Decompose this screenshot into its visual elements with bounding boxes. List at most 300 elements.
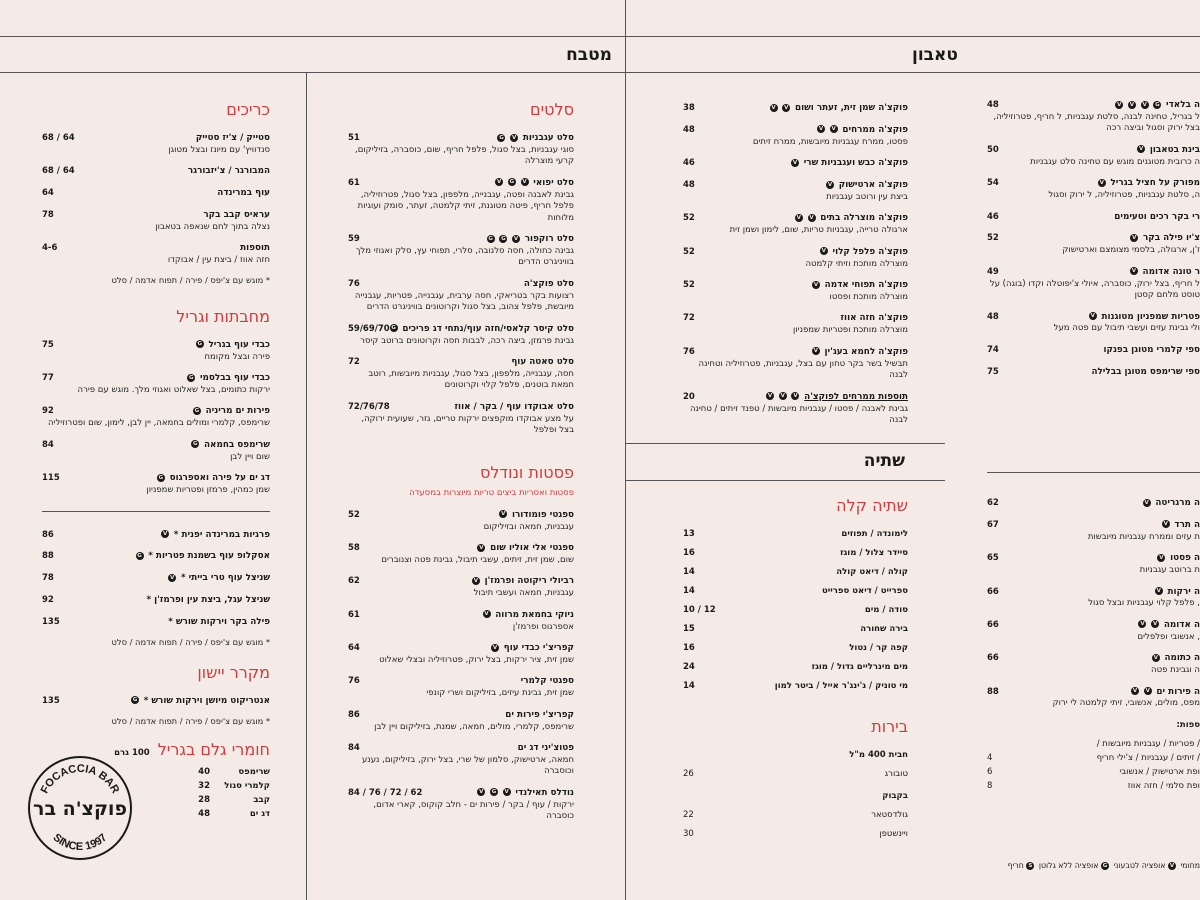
item-price: 8 (987, 780, 993, 791)
item-name: ספגטי קלמרי (520, 676, 574, 687)
item-name: מי טוניק / ג'ינג'ר אייל / ביטר למון (774, 681, 908, 691)
gluten-free-icon: G (499, 134, 504, 141)
vegan-icon: V (522, 179, 527, 186)
vegan-icon: V (796, 214, 801, 221)
item-description: ת ברוטב עגבניות (1139, 565, 1200, 576)
col-pizza-right (987, 498, 1200, 795)
item-price: 88 (987, 686, 999, 697)
smoked-list (42, 696, 270, 708)
item-price: 38 (683, 103, 695, 113)
item-name: תוספות (240, 243, 270, 254)
item-price: 16 (683, 643, 695, 653)
item-name: ופת ארטישוק / אנשובי (1119, 766, 1200, 777)
vegan-icon: V (1132, 234, 1137, 241)
item-description: ל חריף, בצל ירוק, כוסברה, איולי צ'יפוטלה וקדו (בוגה) על טוסט מלחם קסטן (989, 278, 1200, 301)
vegan-icon: V (767, 393, 773, 400)
sandwiches-title: כריכים (226, 100, 270, 119)
item-name: פוקצ'ה שמן זית, זעתר ושום (794, 103, 908, 113)
item-description: נצלה בתוך לחם שנאפה בטאבון (155, 221, 270, 232)
item-name: פוקצ'ה כבש ועגבניות שרי (803, 158, 908, 169)
item-price: 66 (987, 653, 999, 664)
vegan-icon: V (1129, 101, 1135, 108)
vegan-icon: V (497, 179, 502, 186)
item-name: / פטריות / עגבניות מיובשות / (1096, 738, 1200, 749)
list-item (683, 810, 908, 820)
item-price: 64 (42, 188, 54, 199)
legend-extra: מחומי (1180, 861, 1200, 870)
menu-item (42, 406, 270, 429)
menu-item (42, 573, 270, 585)
item-price: 52 (683, 213, 695, 224)
item-name: סלט קיסר קלאסי/חזה עוף/נתחי דג פריכים (402, 323, 574, 334)
col-tabun-center (683, 103, 908, 436)
menu-item (348, 402, 574, 437)
vegan-icon: V (780, 393, 785, 400)
menu-item (683, 347, 908, 382)
item-description: ז'ן, ארגולה, בלסמי מצומצם וארטישוק (1062, 245, 1200, 256)
vegan-icon: V (1142, 101, 1147, 108)
item-price: 50 (987, 144, 999, 155)
menu-item (348, 357, 574, 392)
draft-title: חבית 400 מ"ל (849, 750, 908, 760)
item-name: בירה שחורה (860, 624, 908, 634)
menu-item (987, 178, 1200, 201)
item-price: 48 (683, 180, 695, 191)
item-name: טובורג (884, 769, 908, 779)
item-price: 61 (348, 177, 360, 188)
vegan-icon: V (784, 104, 789, 111)
item-name: כבדי עוף בבלסמי (199, 373, 270, 384)
item-description: ארגולה טרייה, עגבניות טריות, שום, לימון ושמן זית (729, 225, 908, 236)
pizza-far-list (987, 498, 1200, 710)
far-divider (987, 472, 1200, 473)
item-price: 115 (42, 473, 60, 484)
item-description: ה כרובית מטוגנים מוגש עם טחינה סלט עגבניות (1030, 156, 1200, 167)
item-name: סלט יפואי (533, 177, 574, 188)
item-description: שום ויין לבן (230, 451, 270, 462)
vegan-icon: V (1090, 313, 1095, 320)
list-item (683, 567, 908, 577)
item-price: 48 (987, 100, 999, 110)
item-name: פוקצ'ה ארטישוק (838, 180, 908, 191)
item-name: פוקצ'ה תפוחי אדמה (824, 280, 908, 291)
menu-item (683, 313, 908, 336)
smoked-title: מקרר יישון (197, 662, 270, 682)
gluten-free-icon: G (188, 374, 194, 381)
item-name: רביולי ריקוטה ופרמז'ן (484, 576, 574, 587)
item-price: 92 (42, 406, 54, 417)
item-price: 24 (683, 662, 695, 672)
item-description: מפס, מולים, אנשובי, זיתי קלמטה לי ירוק (1052, 698, 1200, 709)
item-description: גבינת לאבנה / פסטו / עגבניות מיובשות / טפנד זיתים / טחינה לבנה (689, 403, 908, 425)
item-name: קבב (253, 794, 270, 805)
item-price: 52 (348, 509, 360, 520)
item-price: 135 (42, 617, 60, 627)
list-item (683, 662, 908, 672)
item-price: 66 (987, 586, 999, 597)
item-name: אנטריקוט מיושן וירקות שורש * (143, 695, 270, 706)
sandwiches-note: * מוגש עם צ'יפס / פירה / תפוח אדמה / סלט (111, 274, 270, 285)
menu-item (348, 610, 574, 633)
item-name: שניצל עגל, ביצת עין ופרמז'ן * (146, 595, 270, 606)
menu-item (683, 247, 908, 270)
menu-item (683, 213, 908, 236)
item-price: 20 (683, 391, 695, 402)
menu-item (987, 553, 1200, 576)
menu-item (348, 543, 574, 566)
item-name: ויינשטפן (879, 829, 908, 839)
menu-item (683, 280, 908, 303)
item-description: ירקות כתומים, בצל שאלוט ואגוזי מלך. מוגש עם פירה (77, 385, 270, 395)
menu-item (42, 340, 270, 363)
item-description: גבינה כחולה, חסה סלנובה, סלרי, תפוחי עץ, סלק ואגוזי מלך בוויניגרט הדרים (355, 245, 574, 268)
item-name: ה מרגריטה (1155, 498, 1200, 508)
pizza-additions-title: ספות: (1176, 719, 1200, 730)
item-name: ה ירקות (1167, 586, 1200, 597)
item-name: בינת בטאבון (1149, 144, 1200, 155)
gluten-free-icon: G (197, 341, 202, 348)
menu-item (42, 530, 270, 542)
kitchen-header: מטבח (566, 45, 612, 65)
mains-note: * מוגש עם צ'יפס / פירה / תפוח אדמה / סלט (111, 636, 270, 647)
gluten-free-icon: G (509, 179, 515, 186)
legend-gf: אופציה ללא גלוטן (1038, 861, 1099, 870)
gluten-free-icon: G (488, 235, 493, 242)
vegan-icon: V (1117, 101, 1122, 108)
item-price: 66 (987, 619, 999, 630)
beers-title: בירות (871, 717, 908, 736)
vegan-icon: V (1131, 268, 1136, 275)
item-price: 76 (683, 346, 695, 357)
vegan-icon: V (793, 393, 798, 400)
item-description: ת עזים וממרח עגבניות מיובשות (1087, 531, 1200, 542)
item-name: פוקצ'ה חזה אווז (840, 313, 908, 324)
menu-item (42, 166, 270, 178)
item-name: ספי שרימפס מטוגן בבלילה (1091, 366, 1200, 377)
item-price: 4 (987, 752, 993, 763)
item-price: 15 (683, 624, 695, 634)
item-name: אסקלופ עוף בשמנת פטריות * (148, 551, 270, 562)
vegan-icon: V (1153, 621, 1158, 628)
item-price: 78 (42, 573, 54, 584)
item-description: , אנשובי ופלפלים (1137, 631, 1200, 642)
menu-item (42, 696, 270, 708)
item-price: 58 (348, 543, 360, 554)
svg-text:FOCACCIA BAR: FOCACCIA BAR (38, 762, 122, 796)
item-price: 46 (987, 211, 999, 222)
item-name: פטריות שמפניון מטוגנות (1101, 311, 1200, 322)
menu-item (348, 510, 574, 533)
vegan-icon: V (1138, 146, 1144, 153)
item-name: תוספות ממרחים לפוקצ'ה (804, 391, 908, 402)
item-name: ניוקי בחמאת מרווה (495, 609, 574, 620)
item-price: 28 (198, 794, 210, 805)
list-item (683, 681, 908, 691)
legend-vegan-icon: V (1169, 863, 1175, 869)
item-name: נודלס תאילנדי (515, 787, 574, 798)
item-price: 86 (42, 529, 54, 540)
item-description: ל בגריל, טחינה לבנה, סלטת עגבניות, ל חריף, פטרוזיליה, בצל ירוק וסגול וביצה רכה (993, 111, 1200, 134)
legend-vegan: אופציה לטבעוני (1113, 861, 1166, 870)
logo-badge-icon (26, 754, 134, 862)
menu-item (348, 788, 574, 823)
menu-item (42, 243, 270, 266)
item-price: 48 (683, 124, 695, 135)
item-price: 52 (683, 280, 695, 291)
menu-item (348, 643, 574, 666)
item-price: 88 (42, 551, 54, 562)
item-description: עגבניות, חמאה ועשבי תיבול (473, 588, 574, 599)
menu-item (987, 498, 1200, 510)
vegan-icon: V (771, 104, 776, 111)
item-name: ה תרד (1174, 519, 1200, 530)
menu-item (42, 551, 270, 563)
item-description: תבשיל בשר בקר טחון עם בצל, עגבניות, פטרוזיליה וטחינה לבנה (698, 358, 908, 381)
item-description: גבינת פרמזן, ביצה רכה, לבבות חסה וקרוטונים ברוטב קיסר (360, 335, 574, 346)
item-name: סיידר צלול / מוגז (840, 548, 908, 558)
focaccia-list (683, 103, 908, 426)
menu-item (987, 212, 1200, 224)
item-description: מוצרלה מותכת ופטריות שמפניון (793, 325, 908, 336)
item-name: סלט עגבניות (522, 133, 574, 143)
menu-item (987, 345, 1200, 357)
item-name: עראיס קבב בקר (203, 210, 270, 221)
item-name: סלט פוקצ'ה (523, 278, 574, 289)
item-price: 72/76/78 (348, 401, 390, 412)
item-price: 86 (348, 709, 360, 720)
vegan-icon: V (1159, 554, 1164, 561)
item-name: ה פירות ים (1156, 686, 1200, 697)
item-price: 84 (348, 743, 360, 754)
item-price: 76 (348, 278, 360, 289)
item-name: סלט סאטה עוף (511, 357, 574, 368)
item-name: פוקצ'ה לחמא בעג'ין (824, 346, 908, 357)
sandwiches-list (42, 133, 270, 267)
item-name: קפריצ'י פירות ים (505, 709, 574, 720)
item-description: פירה ובצל מקומח (204, 351, 270, 362)
smoked-note: * מוגש עם צ'יפס / פירה / תפוח אדמה / סלט (111, 715, 270, 726)
vegan-icon: V (792, 159, 798, 166)
vegan-icon: V (479, 544, 484, 551)
pizza-additions-list (987, 739, 1200, 791)
vegan-icon: V (484, 611, 489, 618)
divider-vertical-2 (625, 0, 626, 900)
menu-item (987, 100, 1200, 135)
menu-item (42, 188, 270, 200)
item-name: שרימפס (238, 766, 270, 777)
list-item (987, 753, 1200, 763)
vegan-icon: V (821, 248, 826, 255)
item-name: / זיתים / עגבניות / צ'ילי חריף (1096, 752, 1200, 763)
menu-item (348, 234, 574, 269)
item-name: קפריצ'י כבדי עוף (503, 643, 574, 654)
menu-item (987, 587, 1200, 610)
item-name: רי בקר רכים וטעימים (1114, 211, 1200, 222)
menu-item (987, 520, 1200, 543)
divider-vertical-1 (306, 72, 307, 900)
item-price: 49 (987, 266, 999, 277)
col-kitchen-center (348, 100, 574, 833)
item-name: פוקצ'ה ממרחים (842, 124, 908, 135)
item-price: 30 (683, 829, 694, 839)
light-drinks-title: שתיה קלה (836, 496, 908, 515)
list-item (683, 586, 908, 596)
item-description: עגבניות, חמאה ובזיליקום (483, 521, 574, 532)
menu-item (987, 312, 1200, 335)
item-description: ביצת עין ורוטב עגבניות (826, 191, 908, 202)
menu-item (42, 617, 270, 629)
item-description: , פלפל קלוי עגבניות ובצל סגול (1088, 598, 1200, 609)
item-price: 46 (683, 158, 695, 169)
drinks-header: שתיה (863, 451, 905, 471)
list-item (683, 829, 908, 839)
vegan-icon: V (1144, 499, 1149, 506)
gluten-free-icon: G (137, 552, 142, 559)
menu-item (348, 279, 574, 314)
list-item (683, 605, 908, 615)
item-name: פירות ים מריניה (205, 406, 270, 417)
header-line-bottom (0, 72, 1200, 73)
item-name: גולדסטאר (871, 810, 908, 820)
grill-list (42, 340, 270, 497)
list-item (987, 781, 1200, 791)
item-description: רצועות בקר בטריאקי, חסה ערבית, עגבנייה, פטריות, עגבנייה מיובשת, פלפל צהוב, בצל סגול וקרוטונים בוויניגרט הדרים (354, 290, 574, 313)
vegan-icon: V (492, 644, 498, 651)
item-price: 6 (987, 766, 993, 777)
menu-item (987, 687, 1200, 710)
col-kitchen-left (42, 100, 270, 823)
item-description: ה וגבינת פטה (1151, 665, 1200, 676)
item-name: ספי קלמרי מטוגן בפנקו (1103, 344, 1200, 355)
menu-item (683, 103, 908, 115)
vegan-icon: V (504, 789, 509, 796)
item-name: צ'יו פילה בקר (1142, 233, 1200, 244)
item-price: 48 (198, 808, 210, 819)
item-price: 84 (42, 439, 54, 450)
gluten-free-icon: G (491, 789, 497, 796)
item-name: שניצל עוף טרי בייתי * (181, 573, 270, 584)
menu-item (348, 676, 574, 699)
item-price: 14 (683, 681, 695, 691)
item-description: מוצרלה מותכת ופסטו (829, 292, 908, 302)
list-item (987, 767, 1200, 777)
menu-item (683, 158, 908, 170)
item-price: 75 (42, 339, 54, 350)
list-item (683, 529, 908, 539)
svg-text:פוקצ'ה בר: פוקצ'ה בר (33, 798, 127, 820)
mains-list (42, 530, 270, 629)
item-price: 48 (987, 311, 999, 322)
item-name: לימונדה / תפוזים (841, 529, 908, 539)
item-name: פטוצ'יני דג ים (517, 743, 574, 754)
item-price: 32 (198, 780, 210, 791)
item-price: 65 (987, 553, 999, 564)
pasta-list (348, 510, 574, 823)
vegan-icon: V (818, 126, 824, 133)
item-name: ספגטי אלי אוליו שום (490, 543, 574, 554)
item-name: מפורק על חציל בגריל (1110, 178, 1200, 189)
item-price: 4-6 (42, 243, 58, 254)
col-drinks (683, 496, 908, 848)
bottle-title: בקבוק (882, 791, 908, 801)
item-price: 51 (348, 133, 360, 143)
gluten-free-icon: G (132, 697, 138, 704)
item-name: סלט רוקפור (524, 234, 574, 245)
vegan-icon: V (473, 577, 478, 584)
item-description: אספרגוס ופרמז'ן (512, 621, 574, 632)
gluten-free-icon: G (501, 235, 506, 242)
menu-item (683, 392, 908, 427)
item-price: 40 (198, 766, 210, 777)
item-name: ספגטי פומודורו (511, 509, 574, 520)
vegan-icon: V (1132, 688, 1138, 695)
item-name: קפה קר / נטול (849, 643, 908, 653)
item-name: דג ים (249, 808, 270, 819)
list-item (683, 769, 908, 779)
menu-item (42, 133, 270, 156)
item-price: 54 (987, 178, 999, 189)
item-price: 10 / 12 (683, 605, 716, 615)
item-name: עוף במרינדה (217, 188, 270, 199)
list-item (987, 739, 1200, 749)
item-description: סוגי עגבניות, בצל סגול, פלפל חריף, שום, כוסברה, בזיליקום, קרעי מוצרלה (355, 144, 574, 167)
vegan-icon: V (827, 181, 833, 188)
item-description: ה, סלטת עגבניות, פטרוזיליה, ל ירוק וסגול (1048, 190, 1200, 201)
item-description: ולי גבינת עזים ועשבי תיבול עם פטה מעל (1053, 323, 1200, 334)
vegan-icon: V (1099, 179, 1104, 186)
menu-item (987, 367, 1200, 379)
vegan-icon: V (1156, 588, 1161, 595)
item-price: 74 (987, 344, 999, 355)
item-price: 59 (348, 234, 360, 245)
item-description: שרימפס, קלמרי, מולים, חמאה, שמנת, בזיליקום ויין לבן (374, 721, 574, 732)
item-price: 52 (987, 233, 999, 244)
brand-logo (26, 754, 134, 862)
item-name: פוקצ'ה מוצרלה בתים (820, 213, 908, 224)
vegan-icon: V (512, 134, 517, 141)
list-item (683, 548, 908, 558)
item-name: ופת סלמי / חזה אווז (1127, 780, 1200, 791)
item-name: ה פסטו (1170, 553, 1200, 564)
vegan-icon: V (1163, 521, 1168, 528)
drinks-line-top (625, 443, 945, 444)
light-drinks-list (683, 529, 908, 691)
item-name: המבורגר / צ'יזבורגר (187, 166, 270, 177)
item-price: 84 / 76 / 72 / 62 (348, 787, 423, 798)
menu-item (42, 440, 270, 463)
menu-item (42, 373, 270, 396)
pasta-title: פסטות ונודלס (479, 462, 574, 482)
item-name: פילה בקר וירקות שורש * (168, 617, 270, 627)
vegan-icon: V (170, 574, 175, 581)
item-price: 14 (683, 567, 695, 577)
focaccia-far-list (987, 100, 1200, 379)
menu-item (683, 125, 908, 148)
salads-list (348, 133, 574, 437)
item-name: שרימפס בחמאה (204, 439, 270, 450)
menu-item (348, 324, 574, 347)
menu-item (42, 210, 270, 233)
legend-spicy-icon: S (1026, 862, 1034, 870)
grill-title: מחבתות וגריל (176, 306, 270, 326)
item-price: 72 (683, 313, 695, 324)
menu-item (987, 145, 1200, 168)
vegan-icon: V (513, 235, 519, 242)
item-description: פסטו, ממרח עגבניות מיובשות, ממרח זיתים (752, 136, 908, 147)
item-price: 14 (683, 586, 695, 596)
item-description: שמן כמהין, פרמזן ופטריות שמפניון (146, 485, 270, 496)
item-price: 68 / 64 (42, 133, 75, 143)
